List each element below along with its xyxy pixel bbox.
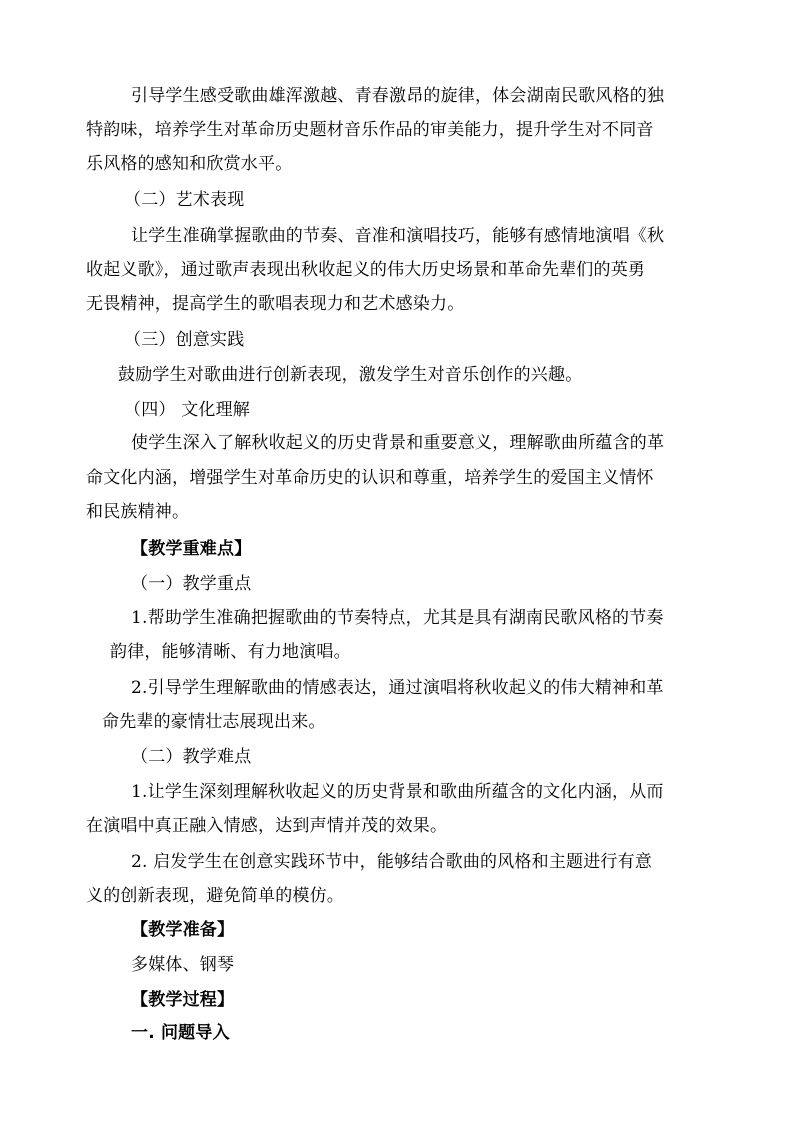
paragraph-line: 引导学生感受歌曲雄浑激越、青春激昂的旋律，体会湖南民歌风格的独 — [131, 86, 665, 106]
section-heading-process: 【教学过程】 — [131, 990, 235, 1010]
section-heading-culture: （四） 文化理解 — [124, 400, 251, 420]
paragraph-line: 收起义歌》，通过歌声表现出秋收起义的伟大历史场景和革命先辈们的英勇 — [86, 260, 646, 280]
section-heading-key-difficult: 【教学重难点】 — [131, 539, 252, 559]
paragraph-line: 无畏精神，提高学生的歌唱表现力和艺术感染力。 — [86, 294, 465, 314]
paragraph-line: 和民族精神。 — [86, 502, 190, 522]
list-item-line: 韵律，能够清晰、有力地演唱。 — [110, 642, 351, 662]
paragraph-line: 特韵味，培养学生对革命历史题材音乐作品的审美能力，提升学生对不同音 — [86, 120, 654, 140]
list-item-line: 1.让学生深刻理解秋收起义的历史背景和歌曲所蕴含的文化内涵，从而 — [131, 782, 664, 802]
list-item-line: 2. 启发学生在创意实践环节中，能够结合歌曲的风格和主题进行有意 — [131, 852, 653, 872]
paragraph-line: 鼓励学生对歌曲进行创新表现，激发学生对音乐创作的兴趣。 — [118, 365, 583, 385]
list-item-line: 义的创新表现，避免简单的模仿。 — [86, 886, 344, 906]
section-heading-prep: 【教学准备】 — [131, 920, 235, 940]
section-heading-art: （二）艺术表现 — [124, 190, 245, 210]
list-item-line: 2.引导学生理解歌曲的情感表达，通过演唱将秋收起义的伟大精神和革 — [131, 678, 664, 698]
subheading-intro: 一. 问题导入 — [131, 1023, 230, 1043]
list-item-line: 在演唱中真正融入情感，达到声情并茂的效果。 — [86, 816, 448, 836]
paragraph-line: 使学生深入了解秋收起义的历史背景和重要意义，理解歌曲所蕴含的革 — [131, 433, 665, 453]
list-item-line: 命先辈的豪情壮志展现出来。 — [102, 712, 326, 732]
subheading-key-points: （一）教学重点 — [131, 574, 252, 594]
section-heading-creative: （三）创意实践 — [124, 330, 245, 350]
prep-materials: 多媒体、钢琴 — [131, 955, 235, 975]
paragraph-line: 让学生准确掌握歌曲的节奏、音准和演唱技巧，能够有感情地演唱《秋 — [131, 226, 665, 246]
paragraph-line: 乐风格的感知和欣赏水平。 — [86, 154, 293, 174]
list-item-line: 1.帮助学生准确把握歌曲的节奏特点，尤其是具有湖南民歌风格的节奏 — [131, 608, 664, 628]
paragraph-line: 命文化内涵，增强学生对革命历史的认识和尊重，培养学生的爱国主义情怀 — [86, 468, 654, 488]
subheading-difficult-points: （二）教学难点 — [131, 747, 252, 767]
